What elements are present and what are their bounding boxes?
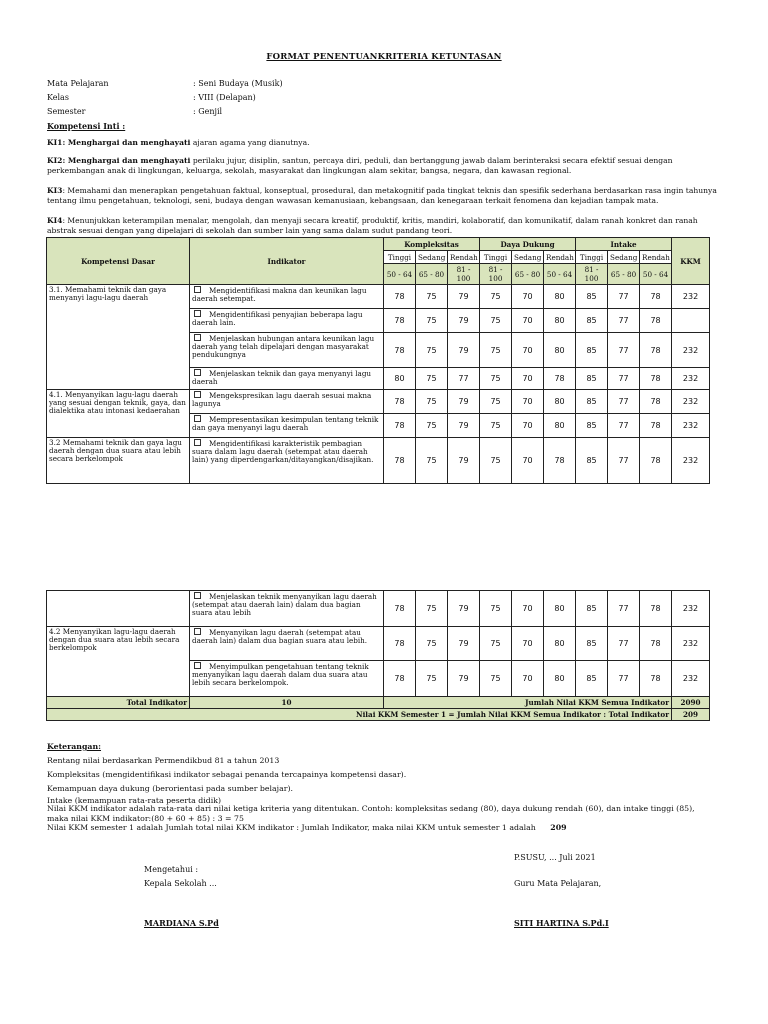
- kepala-sekolah-label: Kepala Sekolah ...: [144, 879, 217, 888]
- score-cell: 78: [384, 309, 416, 333]
- nilai-kkm-semester-value: 209: [672, 709, 710, 721]
- header-sub-level: Sedang: [416, 251, 448, 264]
- kkm-value-cell: 232: [672, 627, 710, 661]
- indikator-text: Mempresentasikan kesimpulan tentang teknik dan gaya menyanyi lagu daerah: [192, 415, 379, 432]
- ki-bold: : Menghargai dan menghayati: [62, 156, 191, 165]
- score-cell: 80: [544, 390, 576, 414]
- ki-text: : Memahami dan menerapkan pengetahuan faktual, konseptual, prosedural, dan metakognitif pada tingkat teknis dan spesifik sederhana berdasarkan rasa ingin tahunya tentang ilmu pengetahuan, teknologi, seni, budaya dengan wawasan kemanusiaan, kebangsaan, dan kenegaraan terkait fenomena dan kejadian tampak mata.: [47, 186, 717, 205]
- score-cell: 78: [544, 368, 576, 390]
- header-sub-level: Sedang: [512, 251, 544, 264]
- header-sub-level: Rendah: [544, 251, 576, 264]
- bullet-square-icon: [194, 286, 201, 293]
- kompetensi-dasar-cell: 4.1. Menyanyikan lagu-lagu daerah yang sesuai dengan teknik, gaya, dan dialektika atau intonasi kedaerahan: [47, 390, 190, 438]
- kompetensi-dasar-cell: [47, 591, 190, 627]
- score-cell: 85: [576, 285, 608, 309]
- indikator-cell: [190, 661, 384, 697]
- bullet-square-icon: [194, 369, 201, 376]
- info-row-semester: [47, 107, 222, 116]
- bullet-square-icon: [194, 391, 201, 398]
- score-cell: 85: [576, 368, 608, 390]
- score-cell: 78: [384, 414, 416, 438]
- score-cell: 78: [384, 627, 416, 661]
- score-cell: 70: [512, 368, 544, 390]
- info-key: Mata Pelajaran: [47, 79, 109, 88]
- indikator-text: Mengidentifikasi makna dan keunikan lagu daerah setempat.: [192, 286, 367, 303]
- indikator-cell: [190, 333, 384, 368]
- kompetensi-inti-heading: Kompetensi Inti :: [47, 121, 126, 131]
- score-cell: 79: [448, 309, 480, 333]
- score-cell: 77: [608, 309, 640, 333]
- score-cell: 85: [576, 390, 608, 414]
- indikator-text: Mengidentifikasi penyajian beberapa lagu daerah lain.: [192, 310, 363, 327]
- nilai-kkm-semester-label: Nilai KKM Semester 1 = Jumlah Nilai KKM Semua Indikator : Total Indikator: [47, 709, 672, 721]
- kkm-value-cell: 232: [672, 591, 710, 627]
- header-range: 65 - 80: [608, 264, 640, 285]
- header-range: 81 - 100: [576, 264, 608, 285]
- score-cell: 79: [448, 390, 480, 414]
- score-cell: 77: [608, 591, 640, 627]
- score-cell: 75: [480, 591, 512, 627]
- score-cell: 80: [384, 368, 416, 390]
- score-cell: 75: [480, 438, 512, 484]
- score-cell: 78: [640, 285, 672, 309]
- kkm-value-cell: 232: [672, 333, 710, 368]
- guru-name: SITI HARTINA S.Pd.I: [514, 918, 609, 928]
- score-cell: 75: [416, 309, 448, 333]
- indikator-text: Menjelaskan teknik dan gaya menyanyi lagu daerah: [192, 369, 372, 386]
- header-sub-level: Tinggi: [384, 251, 416, 264]
- jumlah-nilai-label: Jumlah Nilai KKM Semua Indikator: [384, 697, 672, 709]
- bullet-square-icon: [194, 592, 201, 599]
- score-cell: 70: [512, 661, 544, 697]
- score-cell: 79: [448, 414, 480, 438]
- bullet-square-icon: [194, 662, 201, 669]
- score-cell: 75: [416, 285, 448, 309]
- table-row: [47, 591, 710, 627]
- score-cell: 75: [480, 627, 512, 661]
- semester-kkm-value: 209: [550, 823, 567, 832]
- indikator-text: Menyanyikan lagu daerah (setempat atau daerah lain) dalam dua bagian suara atau lebih.: [192, 628, 368, 645]
- keterangan-line: Kemampuan daya dukung (berorientasi pada sumber belajar).: [47, 784, 293, 793]
- indikator-text: Mengidentifikasi karakteristik pembagian suara dalam lagu daerah (setempat atau daerah lain) yang diperdengarkan/ditayangkan/disajikan.: [192, 439, 374, 464]
- score-cell: 78: [384, 438, 416, 484]
- ki-label: KI3: [47, 186, 63, 195]
- indikator-cell: [190, 591, 384, 627]
- header-kkm: KKM: [672, 238, 710, 285]
- document-title: FORMAT PENENTUANKRITERIA KETUNTASAN: [266, 52, 502, 62]
- header-range: 50 - 64: [384, 264, 416, 285]
- info-key: Kelas: [47, 93, 69, 102]
- kkm-value-cell: 232: [672, 661, 710, 697]
- score-cell: 80: [544, 661, 576, 697]
- score-cell: 75: [480, 333, 512, 368]
- score-cell: 75: [480, 390, 512, 414]
- keterangan-line: Rentang nilai berdasarkan Permendikbud 81 a tahun 2013: [47, 756, 280, 765]
- indikator-cell: [190, 285, 384, 309]
- info-key: Semester: [47, 107, 86, 116]
- score-cell: 85: [576, 627, 608, 661]
- score-cell: 75: [416, 591, 448, 627]
- score-cell: 85: [576, 438, 608, 484]
- header-range: 65 - 80: [512, 264, 544, 285]
- kompetensi-dasar-cell: 3.2 Memahami teknik dan gaya lagu daerah dengan dua suara atau lebih secara berkelompok: [47, 438, 190, 484]
- kkm-table-continued: [46, 590, 710, 721]
- header-kompleksitas: Kompleksitas: [384, 238, 480, 251]
- score-cell: 77: [608, 661, 640, 697]
- keterangan-semester-line: [47, 823, 717, 833]
- score-cell: 78: [384, 661, 416, 697]
- jumlah-nilai-value: 2090: [672, 697, 710, 709]
- score-cell: 77: [608, 368, 640, 390]
- score-cell: 75: [480, 285, 512, 309]
- score-cell: 78: [640, 627, 672, 661]
- score-cell: 78: [640, 368, 672, 390]
- score-cell: 85: [576, 661, 608, 697]
- score-cell: 78: [384, 333, 416, 368]
- table-row: [47, 438, 710, 484]
- kompetensi-dasar-cell: 3.1. Memahami teknik dan gaya menyanyi lagu-lagu daerah: [47, 285, 190, 390]
- info-row-mapel: [47, 79, 283, 88]
- header-range: 81 - 100: [480, 264, 512, 285]
- kkm-value-cell: [672, 309, 710, 333]
- bullet-square-icon: [194, 628, 201, 635]
- place-date: P.SUSU, ... Juli 2021: [514, 853, 596, 862]
- indikator-text: Menjelaskan teknik menyanyikan lagu daerah (setempat atau daerah lain) dalam dua bagian suara atau lebih: [192, 592, 377, 617]
- header-daya-dukung: Daya Dukung: [480, 238, 576, 251]
- total-indikator-value: 10: [190, 697, 384, 709]
- score-cell: 78: [384, 285, 416, 309]
- score-cell: 70: [512, 333, 544, 368]
- score-cell: 70: [512, 414, 544, 438]
- header-sub-level: Tinggi: [480, 251, 512, 264]
- score-cell: 77: [608, 390, 640, 414]
- score-cell: 79: [448, 627, 480, 661]
- indikator-cell: [190, 368, 384, 390]
- indikator-cell: [190, 414, 384, 438]
- keterangan-line: Kompleksitas (mengidentifikasi indikator sebagai penanda tercapainya kompetensi dasar).: [47, 770, 407, 779]
- score-cell: 85: [576, 414, 608, 438]
- score-cell: 77: [608, 627, 640, 661]
- score-cell: 78: [640, 661, 672, 697]
- header-sub-level: Rendah: [448, 251, 480, 264]
- header-range: 65 - 80: [416, 264, 448, 285]
- score-cell: 78: [640, 438, 672, 484]
- ki-label: KI4: [47, 216, 63, 225]
- ki3-paragraph: [47, 186, 717, 205]
- score-cell: 70: [512, 438, 544, 484]
- score-cell: 78: [384, 390, 416, 414]
- score-cell: 80: [544, 285, 576, 309]
- info-value: : VIII (Delapan): [193, 93, 256, 102]
- kkm-value-cell: 232: [672, 414, 710, 438]
- keterangan-line: Nilai KKM semester 1 adalah Jumlah total nilai KKM indikator : Jumlah Indikator, maka nilai KKM untuk semester 1 adalah: [47, 823, 536, 832]
- score-cell: 75: [480, 368, 512, 390]
- keterangan-heading: Keterangan:: [47, 742, 102, 751]
- ki-label: KI1: [47, 138, 63, 147]
- header-range: 81 - 100: [448, 264, 480, 285]
- score-cell: 80: [544, 627, 576, 661]
- score-cell: 75: [480, 309, 512, 333]
- keterangan-line: Intake (kemampuan rata-rata peserta didik): [47, 796, 222, 805]
- kkm-table: [46, 237, 710, 484]
- score-cell: 79: [448, 333, 480, 368]
- score-cell: 78: [384, 591, 416, 627]
- indikator-text: Menjelaskan hubungan antara keunikan lagu daerah yang telah dipelajari dengan masyarakat pendukungnya: [192, 334, 375, 359]
- score-cell: 75: [416, 627, 448, 661]
- total-indikator-label: Total Indikator: [47, 697, 190, 709]
- header-sub-level: Rendah: [640, 251, 672, 264]
- kompetensi-dasar-cell: 4.2 Menyanyikan lagu-lagu daerah dengan dua suara atau lebih secara berkelompok: [47, 627, 190, 697]
- score-cell: 79: [448, 661, 480, 697]
- score-cell: 70: [512, 309, 544, 333]
- score-cell: 78: [544, 438, 576, 484]
- score-cell: 85: [576, 309, 608, 333]
- kkm-value-cell: 232: [672, 285, 710, 309]
- score-cell: 75: [416, 661, 448, 697]
- table-row: [47, 627, 710, 661]
- bullet-square-icon: [194, 439, 201, 446]
- kkm-value-cell: 232: [672, 390, 710, 414]
- indikator-cell: [190, 390, 384, 414]
- score-cell: 79: [448, 285, 480, 309]
- indikator-text: Mengekspresikan lagu daerah sesuai makna lagunya: [192, 391, 372, 408]
- kkm-value-cell: 232: [672, 438, 710, 484]
- score-cell: 75: [480, 661, 512, 697]
- ki-bold: : Menghargai dan menghayati: [62, 138, 191, 147]
- score-cell: 70: [512, 285, 544, 309]
- bullet-square-icon: [194, 334, 201, 341]
- keterangan-line: Nilai KKM indikator adalah rata-rata dari nilai ketiga kriteria yang ditentukan. Contoh: kompleksitas sedang (80), daya dukung rendah (60), dan intake tinggi (85), maka nilai KKM indikator:(80 + 60 + 85) : 3 = 75: [47, 804, 695, 823]
- header-sub-level: Sedang: [608, 251, 640, 264]
- score-cell: 80: [544, 414, 576, 438]
- ki1-paragraph: [47, 138, 717, 148]
- score-cell: 77: [608, 333, 640, 368]
- score-cell: 70: [512, 627, 544, 661]
- header-intake: Intake: [576, 238, 672, 251]
- score-cell: 79: [448, 591, 480, 627]
- score-cell: 70: [512, 390, 544, 414]
- indikator-cell: [190, 309, 384, 333]
- header-range: 50 - 64: [544, 264, 576, 285]
- ki-text: ajaran agama yang dianutnya.: [190, 138, 310, 147]
- score-cell: 78: [640, 591, 672, 627]
- table-row: [47, 390, 710, 414]
- ki-label: KI2: [47, 156, 63, 165]
- ki2-paragraph: [47, 156, 717, 175]
- info-value: : Genjil: [193, 107, 223, 116]
- score-cell: 79: [448, 438, 480, 484]
- score-cell: 85: [576, 591, 608, 627]
- score-cell: 78: [640, 390, 672, 414]
- bullet-square-icon: [194, 415, 201, 422]
- table-row: [47, 285, 710, 309]
- score-cell: 75: [480, 414, 512, 438]
- score-cell: 77: [608, 438, 640, 484]
- score-cell: 75: [416, 390, 448, 414]
- score-cell: 78: [640, 414, 672, 438]
- score-cell: 80: [544, 333, 576, 368]
- guru-label: Guru Mata Pelajaran,: [514, 879, 602, 888]
- kkm-value-cell: 232: [672, 368, 710, 390]
- score-cell: 75: [416, 368, 448, 390]
- score-cell: 75: [416, 414, 448, 438]
- score-cell: 85: [576, 333, 608, 368]
- kepala-sekolah-name: MARDIANA S.Pd: [144, 918, 219, 928]
- info-row-kelas: [47, 93, 256, 102]
- score-cell: 75: [416, 438, 448, 484]
- indikator-text: Menyimpulkan pengetahuan tentang teknik menyanyikan lagu daerah dalam dua suara atau lebih secara berkelompok.: [192, 662, 369, 687]
- score-cell: 80: [544, 309, 576, 333]
- ki-text: : Menunjukkan keterampilan menalar, mengolah, dan menyaji secara kreatif, produktif, kritis, mandiri, kolaboratif, dan komunikatif, dalam ranah konkret dan ranah abstrak sesuai dengan yang dipelajari di sekolah dan sumber lain yang sama dalam sudut pandang teori.: [47, 216, 698, 235]
- header-indikator: Indikator: [190, 238, 384, 285]
- score-cell: 77: [608, 285, 640, 309]
- info-value: : Seni Budaya (Musik): [193, 79, 283, 88]
- header-range: 50 - 64: [640, 264, 672, 285]
- header-kompetensi-dasar: Kompetensi Dasar: [47, 238, 190, 285]
- ki4-paragraph: [47, 216, 717, 235]
- score-cell: 77: [608, 414, 640, 438]
- indikator-cell: [190, 438, 384, 484]
- score-cell: 78: [640, 309, 672, 333]
- mengetahui-label: Mengetahui :: [144, 865, 199, 874]
- ki-text: perilaku jujur, disiplin, santun, percaya diri, peduli, dan bertanggung jawab dalam berinteraksi secara efektif sesuai dengan perkembangan anak di lingkungan, keluarga, sekolah, masyarakat dan lingkungan alam sekitar, bangsa, negara, dan kawasan regional.: [47, 156, 673, 175]
- score-cell: 78: [640, 333, 672, 368]
- score-cell: 80: [544, 591, 576, 627]
- score-cell: 75: [416, 333, 448, 368]
- indikator-cell: [190, 627, 384, 661]
- header-sub-level: Tinggi: [576, 251, 608, 264]
- score-cell: 77: [448, 368, 480, 390]
- bullet-square-icon: [194, 310, 201, 317]
- score-cell: 70: [512, 591, 544, 627]
